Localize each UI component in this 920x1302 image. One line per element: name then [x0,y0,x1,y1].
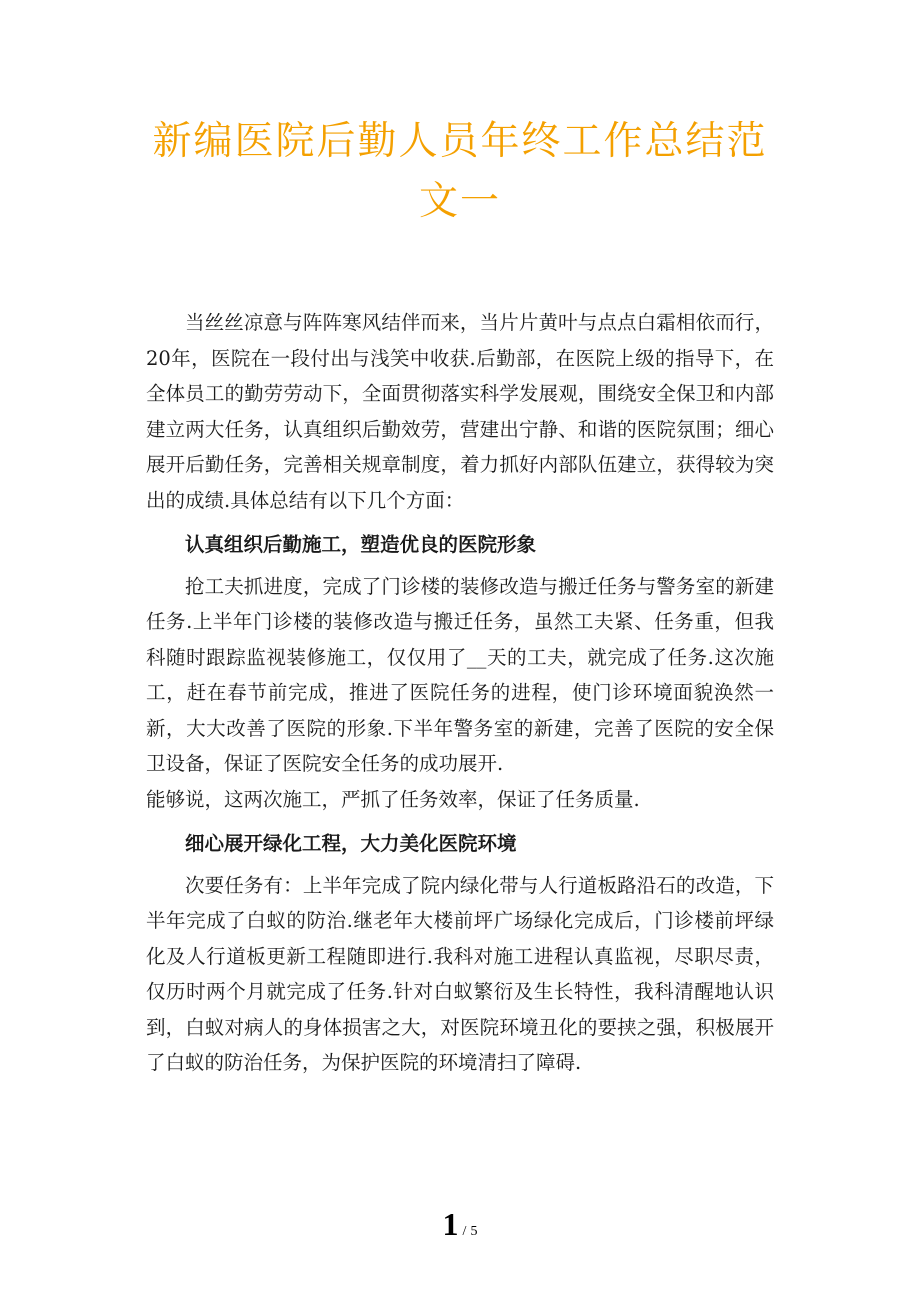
page-title: 新编医院后勤人员年终工作总结范文一 [152,119,768,224]
document-body [146,305,774,1081]
page-number [0,1206,920,1243]
construction-summary-paragraph: 能够说，这两次施工，严抓了任务效率，保证了任务质量. [146,787,640,811]
page-current: 1 [442,1206,459,1242]
intro-paragraph: 当丝丝凉意与阵阵寒风结伴而来，当片片黄叶与点点白霜相依而行，20年，医院在一段付出与浅笑中收获.后勤部，在医院上级的指导下，在全体员工的勤劳劳动下，全面贯彻落实科学发展观，围绕安全保卫和内部建立两大任务，认真组织后勤效劳，营建出宁静、和谐的医院氛围；细心展开后勤任务，完善相关规章制度，着力抓好内部队伍建立，获得较为突出的成绩.具体总结有以下几个方面： [146,311,774,512]
page-total: 5 [470,1224,478,1239]
page-separator: / [462,1224,467,1239]
section-heading-construction: 认真组织后勤施工，塑造优良的医院形象 [185,533,537,556]
construction-paragraph: 抢工夫抓进度，完成了门诊楼的装修改造与搬迁任务与警务室的新建任务.上半年门诊楼的装修改造与搬迁任务，虽然工夫紧、任务重，但我科随时跟踪监视装修施工，仅仅用了__天的工夫，就完成了任务.这次施工，赶在春节前完成，推进了医院任务的进程，使门诊环境面貌涣然一新，大大改善了医院的形象.下半年警务室的新建，完善了医院的安全保卫设备，保证了医院安全任务的成功展开. [146,574,774,775]
greening-paragraph: 次要任务有：上半年完成了院内绿化带与人行道板路沿石的改造，下半年完成了白蚁的防治.继老年大楼前坪广场绿化完成后，门诊楼前坪绿化及人行道板更新工程随即进行.我科对施工进程认真监视，尽职尽责，仅历时两个月就完成了任务.针对白蚁繁衍及生长特性，我科清醒地认识到，白蚁对病人的身体损害之大，对医院环境丑化的要挟之强，积极展开了白蚁的防治任务，为保护医院的环境清扫了障碍. [146,873,774,1074]
section-heading-greening: 细心展开绿化工程，大力美化医院环境 [185,832,517,855]
